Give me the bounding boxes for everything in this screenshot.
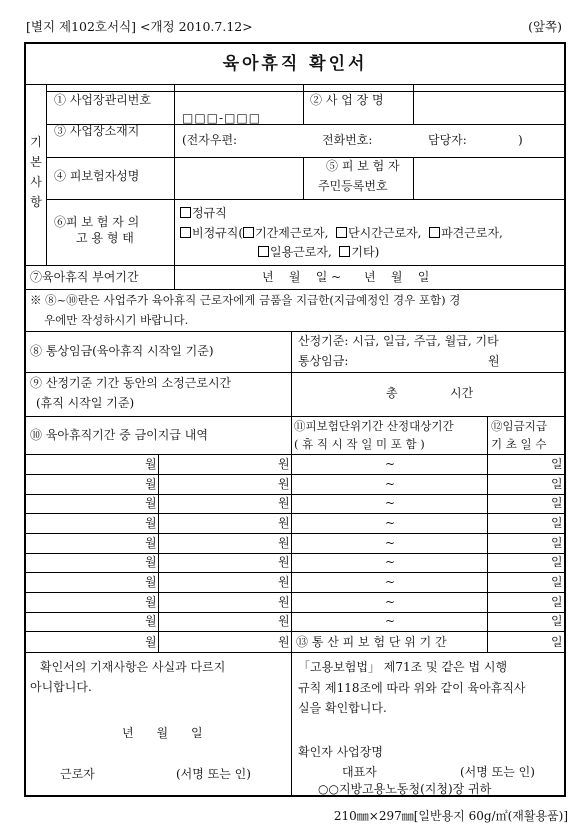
confirm-right-line-3: 실을 확인합니다.: [298, 701, 387, 715]
email-label: (전자우편:: [182, 133, 238, 147]
form-number: [별지 제102호서식] <개정 2010.7.12>: [26, 19, 253, 34]
biz-name-label: ② 사 업 장 명: [310, 93, 384, 107]
confirmer-label: 확인자 사업장명: [298, 745, 383, 759]
basic-info-label: 기 본 사 항: [30, 135, 42, 209]
emp-type-label-2: 고 용 형 태: [76, 231, 134, 245]
pay-label: ⑩ 육아휴직기간 중 금이지급 내역: [30, 428, 208, 442]
insured-rrn-label-1: ⑤ 피 보 험 자: [326, 159, 400, 173]
wage-label: ⑧ 통상임금(육아휴직 시작일 기준): [30, 344, 214, 358]
emp-type-label-1: ⑥피 보 험 자 의: [54, 215, 140, 229]
checkbox-icon: [339, 246, 350, 257]
confirmation-form: 육아휴직 확인서 기 본 사 항 ① 사업장관리번호 ② 사 업 장 명 ③ 사업장소재지 □□□-□□□ (전자우편: 전화번호: 담당자: ) ④ 피보험자성명 ⑤ 피 보 험 자 주민등록번호 ⑥피 보 험 자 의 고 용 형 태 정규직 비정규직( 기간제근로자, 단시간근로자, 파견근로자, 일용근로자, 기타) ⑦육아휴직 부여기간 년 월 일 ~ 년 월 일 ※ ⑧~⑩란은 사업주가 육아휴직 근로자에게 금품을 지급한(지급예정인 경우 포함) 경 우에만 작성하시기 바랍니다. ⑧ 통상임금(육아휴직 시작일 기준) 산정기준: 시급, 일급, 주급, 월급, 기타 통상임금: 원 ⑨ 산정기준 기간 동안의 소정근로시간 (휴직 시작일 기준) 총 시간 ⑩ 육아휴직기간 중 금이지급 내역 ⑪피보험단위기간 산정대상기간 ( 휴 직 시 작 일 미 포 함 ) ⑫임금지급 기 초 일 수 월 원 ~ 일 월 원 ~ 일 월 원 ~ 일 월 원 ~ 일 월 원 ~ 일 월 원 ~ 일 월 원 ~ 일 월 원 ~ 일 월 원 ~ 일 월 원 ⑬ 통 산 피 보 험 단 위 기 간 일 확인서의 기재사항은 사실과 다르지 아니합니다. 년 월 일 근로자 (서명 또는 인) 「고용보험법」 제71조 및 같은 법 시행 규칙 제118조에 따라 위와 같이 육아휴직사 실을 확인합니다. 확인자 사업장명 대표자 (서명 또는 인) ○○지방고용노동청(지청)장 귀하: [24, 42, 566, 797]
emp-daily-option[interactable]: 일용근로자, 기타): [258, 244, 379, 260]
wage-basis: 산정기준: 시급, 일급, 주급, 월급, 기타: [298, 334, 499, 348]
col11-header-1: ⑪피보험단위기간 산정대상기간: [294, 419, 454, 433]
biz-mgmt-no-label: ① 사업장관리번호: [54, 93, 151, 107]
worker-label: 근로자: [60, 767, 95, 781]
rep-label: 대표자: [342, 765, 377, 779]
col12-header-1: ⑫임금지급: [491, 419, 547, 433]
leave-period-label: ⑦육아휴직 부여기간: [30, 270, 139, 284]
hours-total: 총: [386, 386, 398, 400]
emp-irregular-option[interactable]: 비정규직( 기간제근로자, 단시간근로자, 파견근로자,: [180, 225, 503, 241]
confirm-right-line-2: 규칙 제118조에 따라 위와 같이 육아휴직사: [298, 681, 526, 695]
wage-amount-label: 통상임금:: [298, 354, 349, 368]
checkbox-icon: [243, 227, 254, 238]
paper-spec: 210㎜×297㎜[일반용지 60g/㎡(재활용품)]: [333, 809, 568, 823]
insured-rrn-label-2: 주민등록번호: [318, 179, 388, 193]
leave-period-value[interactable]: 년 월 일 ~ 년 월 일: [262, 270, 430, 284]
checkbox-icon: [336, 227, 347, 238]
office-label: ○○지방고용노동청(지청)장 귀하: [318, 782, 492, 796]
col11-header-2: ( 휴 직 시 작 일 미 포 함 ): [294, 437, 425, 451]
form-header: [26, 17, 562, 33]
phone-label: 전화번호:: [322, 133, 373, 147]
zip-boxes[interactable]: □□□-□□□: [182, 111, 262, 125]
manager-label: 담당자:: [428, 133, 467, 147]
worker-sign[interactable]: (서명 또는 인): [176, 767, 251, 781]
checkbox-icon: [180, 207, 191, 218]
confirm-left-line-1: 확인서의 기재사항은 사실과 다르지: [40, 660, 226, 674]
rep-sign[interactable]: (서명 또는 인): [460, 765, 535, 779]
col12-header-2: 기 초 일 수: [491, 437, 547, 451]
emp-regular-option[interactable]: 정규직: [180, 205, 227, 221]
confirm-left-line-2: 아니합니다.: [30, 680, 92, 694]
wage-unit: 원: [488, 354, 500, 368]
confirm-date[interactable]: 년 월 일: [122, 726, 203, 740]
checkbox-icon: [258, 246, 269, 257]
total-insured-period-label: ⑬ 통 산 피 보 험 단 위 기 간: [296, 635, 447, 649]
notice-line-1: ※ ⑧~⑩란은 사업주가 육아휴직 근로자에게 금품을 지급한(지급예정인 경우 포함) 경: [30, 293, 461, 307]
hours-unit: 시간: [450, 386, 474, 400]
hours-label-1: ⑨ 산정기준 기간 동안의 소정근로시간: [30, 376, 232, 390]
confirm-right-line-1: 「고용보험법」 제71조 및 같은 법 시행: [298, 660, 508, 674]
checkbox-icon: [429, 227, 440, 238]
biz-addr-label: ③ 사업장소재지: [54, 124, 140, 138]
insured-name-label: ④ 피보험자성명: [54, 169, 140, 183]
notice-line-2: 우에만 작성하시기 바랍니다.: [44, 313, 189, 327]
hours-label-2: (휴직 시작일 기준): [36, 396, 135, 410]
form-title: 육아휴직 확인서: [26, 44, 564, 85]
checkbox-icon: [180, 227, 191, 238]
page-side: (앞쪽): [528, 19, 562, 34]
close-paren: ): [518, 133, 523, 147]
